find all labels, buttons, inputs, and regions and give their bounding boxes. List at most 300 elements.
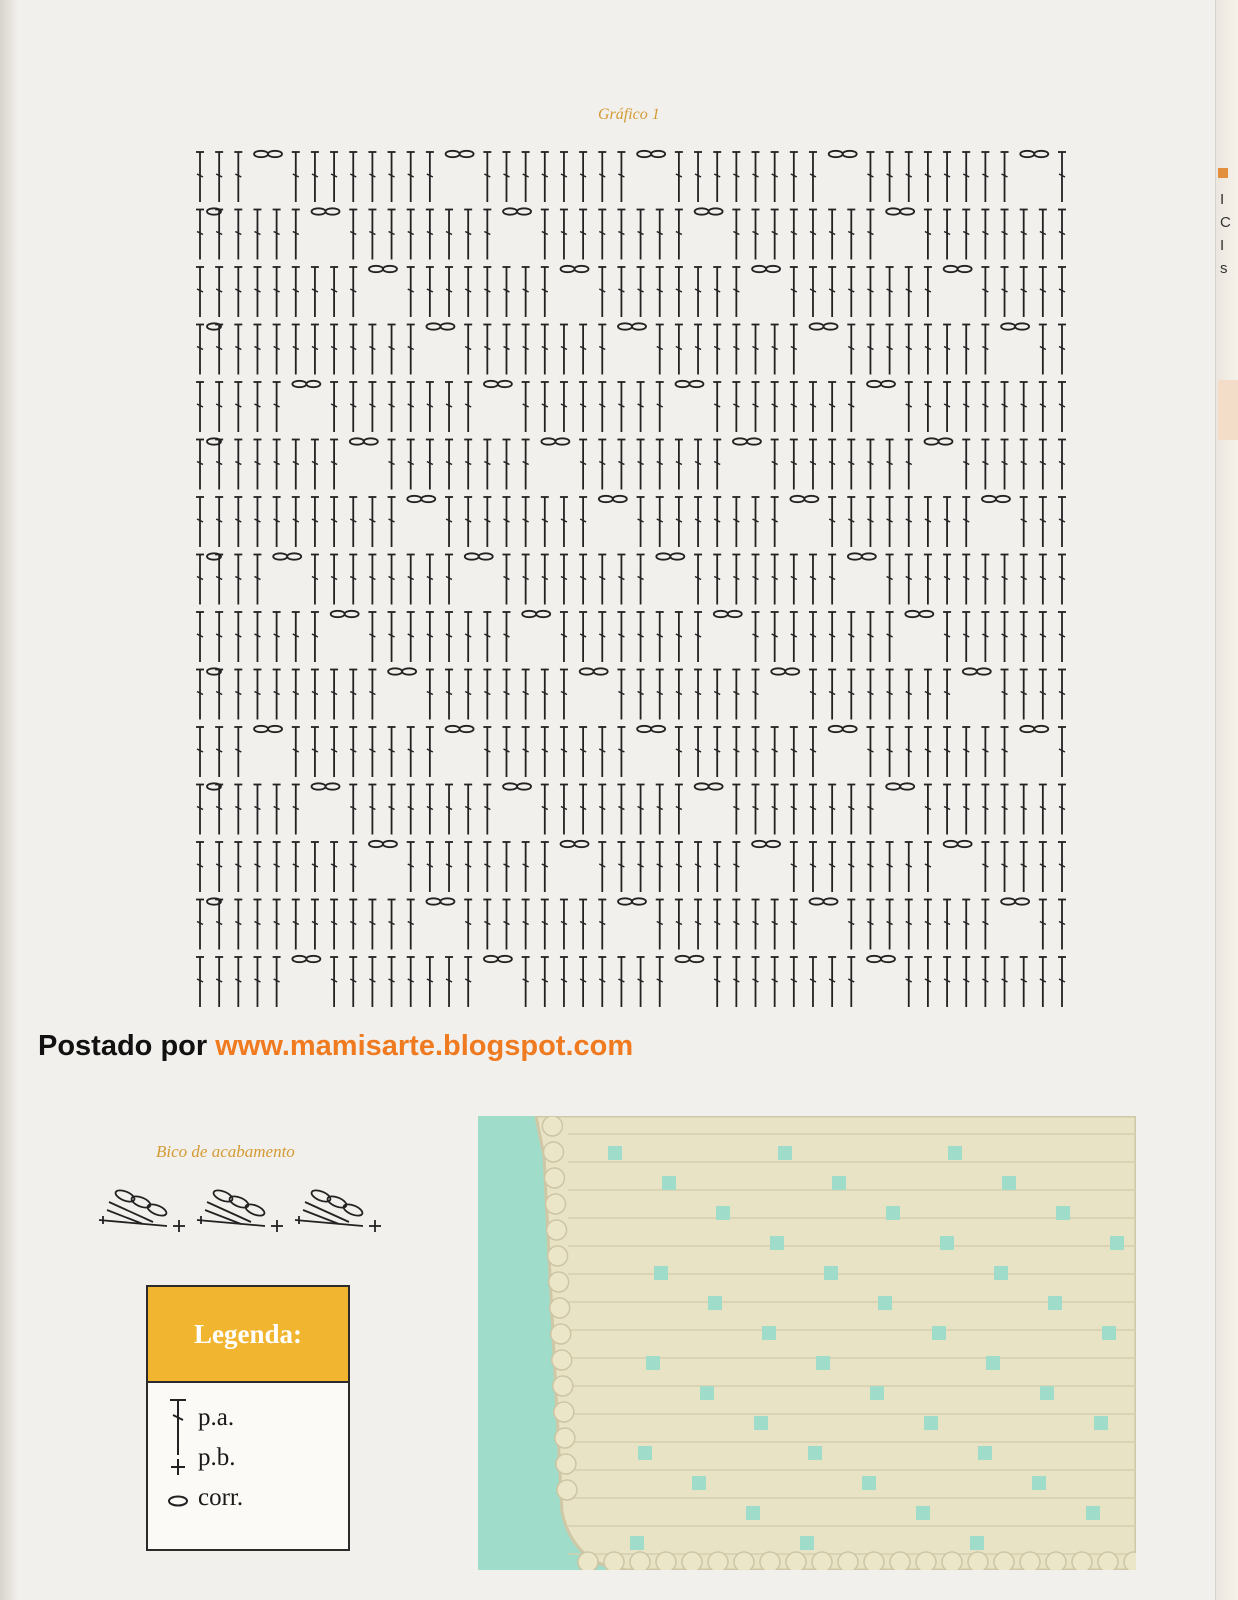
dc-stitch bbox=[426, 842, 434, 892]
dc-stitch bbox=[1020, 497, 1028, 547]
dc-stitch bbox=[234, 440, 242, 490]
dc-stitch bbox=[349, 727, 357, 777]
mesh-hole bbox=[662, 1176, 676, 1190]
dc-stitch bbox=[445, 497, 453, 547]
dc-stitch bbox=[732, 210, 740, 260]
sc-stitch-icon bbox=[166, 1435, 190, 1475]
dc-stitch bbox=[962, 440, 970, 490]
edging-repeat bbox=[99, 1188, 185, 1232]
dc-stitch bbox=[196, 152, 204, 202]
dc-stitch bbox=[311, 670, 319, 720]
dc-stitch bbox=[407, 612, 415, 662]
dc-stitch bbox=[617, 267, 625, 317]
chain-space bbox=[618, 323, 646, 329]
dc-stitch bbox=[905, 497, 913, 547]
dc-stitch bbox=[368, 670, 376, 720]
dc-stitch bbox=[713, 670, 721, 720]
dc-stitch bbox=[483, 727, 491, 777]
dc-stitch bbox=[809, 210, 817, 260]
dc-stitch bbox=[675, 152, 683, 202]
dc-stitch bbox=[579, 152, 587, 202]
dc-stitch bbox=[675, 785, 683, 835]
dc-stitch bbox=[426, 555, 434, 605]
dc-stitch bbox=[483, 325, 491, 375]
dc-stitch bbox=[790, 842, 798, 892]
dc-stitch bbox=[502, 842, 510, 892]
dc-stitch bbox=[981, 727, 989, 777]
dc-stitch bbox=[981, 210, 989, 260]
dc-stitch bbox=[752, 555, 760, 605]
chain-space bbox=[292, 381, 320, 387]
dc-stitch bbox=[560, 555, 568, 605]
chart-row bbox=[196, 668, 1066, 719]
dc-stitch bbox=[483, 152, 491, 202]
dc-stitch bbox=[713, 152, 721, 202]
dc-stitch bbox=[962, 900, 970, 950]
dc-stitch bbox=[311, 267, 319, 317]
dc-stitch bbox=[1020, 440, 1028, 490]
edging-repeat bbox=[295, 1188, 381, 1232]
legend-header: Legenda: bbox=[148, 1287, 348, 1383]
chain-space bbox=[790, 496, 818, 502]
dc-stitch bbox=[866, 842, 874, 892]
dc-stitch bbox=[962, 152, 970, 202]
dc-stitch bbox=[502, 670, 510, 720]
dc-stitch bbox=[656, 842, 664, 892]
dc-stitch bbox=[368, 900, 376, 950]
legend-item-chain bbox=[198, 1483, 243, 1513]
dc-stitch bbox=[273, 670, 281, 720]
dc-stitch bbox=[886, 440, 894, 490]
dc-stitch bbox=[617, 555, 625, 605]
dc-stitch bbox=[273, 210, 281, 260]
dc-stitch bbox=[560, 727, 568, 777]
dc-stitch bbox=[598, 440, 606, 490]
dc-stitch bbox=[924, 957, 932, 1007]
dc-stitch bbox=[790, 267, 798, 317]
dc-stitch bbox=[924, 900, 932, 950]
dc-stitch bbox=[196, 785, 204, 835]
dc-stitch bbox=[886, 612, 894, 662]
mesh-hole bbox=[808, 1446, 822, 1460]
mesh-hole bbox=[770, 1236, 784, 1250]
dc-stitch bbox=[579, 210, 587, 260]
dc-stitch bbox=[656, 957, 664, 1007]
chain-space bbox=[369, 266, 397, 272]
dc-stitch bbox=[847, 497, 855, 547]
dc-stitch bbox=[1020, 785, 1028, 835]
dc-stitch bbox=[483, 440, 491, 490]
chain-space bbox=[675, 956, 703, 962]
dc-stitch bbox=[675, 325, 683, 375]
dc-stitch bbox=[1001, 670, 1009, 720]
chain-space bbox=[312, 783, 340, 789]
dc-stitch bbox=[732, 267, 740, 317]
dc-stitch bbox=[924, 785, 932, 835]
dc-stitch bbox=[1058, 785, 1066, 835]
dc-stitch bbox=[924, 210, 932, 260]
mesh-hole bbox=[832, 1176, 846, 1190]
dc-stitch bbox=[292, 670, 300, 720]
chain-space bbox=[426, 323, 454, 329]
mesh-hole bbox=[1002, 1176, 1016, 1190]
dc-stitch bbox=[886, 842, 894, 892]
dc-stitch bbox=[847, 440, 855, 490]
dc-stitch bbox=[215, 325, 223, 375]
dc-stitch bbox=[713, 440, 721, 490]
dc-stitch bbox=[771, 382, 779, 432]
dc-stitch bbox=[368, 612, 376, 662]
dc-stitch bbox=[426, 210, 434, 260]
dc-stitch bbox=[215, 382, 223, 432]
dc-stitch bbox=[981, 152, 989, 202]
dc-stitch bbox=[1020, 957, 1028, 1007]
dc-stitch bbox=[196, 440, 204, 490]
dc-stitch bbox=[656, 267, 664, 317]
dc-stitch bbox=[847, 210, 855, 260]
dc-stitch bbox=[541, 957, 549, 1007]
dc-stitch bbox=[866, 152, 874, 202]
dc-stitch bbox=[311, 842, 319, 892]
dc-stitch bbox=[771, 900, 779, 950]
dc-stitch bbox=[675, 670, 683, 720]
dc-stitch bbox=[273, 785, 281, 835]
dc-stitch bbox=[637, 842, 645, 892]
chain-space bbox=[1001, 898, 1029, 904]
chart-row bbox=[196, 783, 1066, 834]
chain-space bbox=[484, 956, 512, 962]
chain-space bbox=[446, 151, 474, 157]
dc-stitch bbox=[234, 612, 242, 662]
dc-stitch bbox=[713, 957, 721, 1007]
mesh-hole bbox=[746, 1506, 760, 1520]
dc-stitch bbox=[828, 957, 836, 1007]
dc-stitch bbox=[790, 555, 798, 605]
dc-stitch bbox=[981, 440, 989, 490]
dc-stitch bbox=[962, 325, 970, 375]
chain-space bbox=[273, 553, 301, 559]
chart-row bbox=[196, 438, 1066, 489]
dc-stitch bbox=[196, 555, 204, 605]
dc-stitch bbox=[349, 785, 357, 835]
dc-stitch bbox=[407, 727, 415, 777]
mesh-hole bbox=[762, 1326, 776, 1340]
chain-space bbox=[752, 841, 780, 847]
dc-stitch bbox=[273, 325, 281, 375]
mesh-hole bbox=[870, 1386, 884, 1400]
dc-stitch bbox=[866, 440, 874, 490]
chain-space bbox=[599, 496, 627, 502]
dc-stitch bbox=[828, 842, 836, 892]
dc-stitch bbox=[732, 382, 740, 432]
dc-stitch bbox=[368, 382, 376, 432]
chart-row bbox=[196, 898, 1066, 949]
dc-stitch bbox=[234, 555, 242, 605]
dc-stitch bbox=[732, 325, 740, 375]
dc-stitch bbox=[694, 842, 702, 892]
dc-stitch bbox=[866, 670, 874, 720]
dc-stitch bbox=[522, 842, 530, 892]
dc-stitch bbox=[407, 325, 415, 375]
dc-stitch bbox=[196, 670, 204, 720]
mesh-hole bbox=[1048, 1296, 1062, 1310]
dc-stitch bbox=[464, 612, 472, 662]
dc-stitch bbox=[464, 497, 472, 547]
chart-row bbox=[196, 553, 1066, 604]
dc-stitch bbox=[349, 842, 357, 892]
dc-stitch bbox=[866, 497, 874, 547]
dc-stitch bbox=[541, 152, 549, 202]
chain-space bbox=[656, 553, 684, 559]
mesh-hole bbox=[816, 1356, 830, 1370]
dc-stitch bbox=[502, 325, 510, 375]
dc-stitch bbox=[196, 842, 204, 892]
dc-stitch bbox=[292, 210, 300, 260]
dc-stitch bbox=[771, 152, 779, 202]
dc-stitch bbox=[579, 727, 587, 777]
dc-stitch bbox=[1001, 210, 1009, 260]
dc-stitch bbox=[694, 670, 702, 720]
dc-stitch bbox=[234, 267, 242, 317]
legend-box bbox=[146, 1285, 350, 1551]
chain-space bbox=[503, 208, 531, 214]
dc-stitch bbox=[502, 555, 510, 605]
dc-stitch bbox=[253, 210, 261, 260]
dc-stitch bbox=[349, 152, 357, 202]
chain-space bbox=[446, 726, 474, 732]
mesh-hole bbox=[700, 1386, 714, 1400]
dc-stitch bbox=[1058, 497, 1066, 547]
dc-stitch bbox=[962, 555, 970, 605]
dc-stitch bbox=[828, 497, 836, 547]
dc-stitch bbox=[445, 670, 453, 720]
dc-stitch bbox=[1001, 785, 1009, 835]
dc-stitch bbox=[407, 842, 415, 892]
dc-stitch bbox=[981, 900, 989, 950]
mesh-hole bbox=[1102, 1326, 1116, 1340]
dc-stitch bbox=[522, 382, 530, 432]
dc-stitch bbox=[752, 152, 760, 202]
dc-stitch bbox=[368, 325, 376, 375]
chain-space bbox=[369, 841, 397, 847]
dc-stitch bbox=[809, 957, 817, 1007]
dc-stitch bbox=[368, 497, 376, 547]
dc-stitch bbox=[215, 497, 223, 547]
dc-stitch bbox=[407, 785, 415, 835]
dc-stitch bbox=[924, 497, 932, 547]
dc-stitch bbox=[560, 612, 568, 662]
chain-space bbox=[407, 496, 435, 502]
mesh-hole bbox=[970, 1536, 984, 1550]
dc-stitch bbox=[196, 900, 204, 950]
dc-stitch bbox=[713, 900, 721, 950]
mesh-hole bbox=[654, 1266, 668, 1280]
dc-stitch bbox=[445, 382, 453, 432]
dc-stitch bbox=[981, 325, 989, 375]
chain-space bbox=[829, 151, 857, 157]
dc-stitch bbox=[483, 842, 491, 892]
dc-stitch bbox=[215, 842, 223, 892]
dc-stitch bbox=[752, 670, 760, 720]
dc-stitch bbox=[330, 152, 338, 202]
mesh-hole bbox=[978, 1446, 992, 1460]
dc-stitch bbox=[637, 210, 645, 260]
dc-stitch bbox=[637, 670, 645, 720]
dc-stitch bbox=[790, 440, 798, 490]
dc-stitch bbox=[349, 957, 357, 1007]
dc-stitch bbox=[943, 785, 951, 835]
dc-stitch bbox=[445, 612, 453, 662]
dc-stitch bbox=[502, 497, 510, 547]
chain-space bbox=[1020, 151, 1048, 157]
dc-stitch bbox=[1039, 325, 1047, 375]
dc-stitch bbox=[943, 210, 951, 260]
dc-stitch bbox=[790, 785, 798, 835]
dc-stitch bbox=[752, 382, 760, 432]
dc-stitch bbox=[1039, 785, 1047, 835]
dc-stitch bbox=[656, 325, 664, 375]
dc-stitch bbox=[713, 497, 721, 547]
dc-stitch bbox=[464, 900, 472, 950]
dc-stitch bbox=[273, 842, 281, 892]
chain-space bbox=[637, 726, 665, 732]
dc-stitch bbox=[732, 957, 740, 1007]
chart-row bbox=[196, 496, 1066, 547]
dc-stitch bbox=[234, 152, 242, 202]
dc-stitch bbox=[215, 900, 223, 950]
mesh-hole bbox=[940, 1236, 954, 1250]
dc-stitch bbox=[1058, 670, 1066, 720]
dc-stitch bbox=[886, 727, 894, 777]
dc-stitch bbox=[962, 727, 970, 777]
edging-diagram bbox=[95, 1180, 395, 1240]
dc-stitch bbox=[368, 727, 376, 777]
dc-stitch bbox=[579, 785, 587, 835]
dc-stitch bbox=[1020, 555, 1028, 605]
mesh-hole bbox=[800, 1536, 814, 1550]
dc-stitch bbox=[234, 497, 242, 547]
dc-stitch bbox=[637, 612, 645, 662]
dc-stitch bbox=[445, 957, 453, 1007]
dc-stitch bbox=[234, 670, 242, 720]
dc-stitch bbox=[962, 785, 970, 835]
dc-stitch bbox=[1001, 727, 1009, 777]
dc-stitch bbox=[253, 382, 261, 432]
dc-stitch bbox=[579, 612, 587, 662]
dc-stitch bbox=[292, 267, 300, 317]
dc-stitch bbox=[368, 210, 376, 260]
dc-stitch bbox=[292, 325, 300, 375]
dc-stitch bbox=[809, 670, 817, 720]
dc-stitch bbox=[866, 612, 874, 662]
dc-stitch bbox=[886, 555, 894, 605]
dc-stitch bbox=[617, 842, 625, 892]
dc-stitch bbox=[617, 152, 625, 202]
chain-space bbox=[695, 208, 723, 214]
dc-stitch bbox=[426, 440, 434, 490]
chain-space bbox=[637, 151, 665, 157]
dc-stitch bbox=[368, 555, 376, 605]
watermark-prefix: Postado por bbox=[38, 1030, 216, 1062]
dc-stitch bbox=[349, 325, 357, 375]
dc-stitch bbox=[617, 785, 625, 835]
dc-stitch bbox=[522, 555, 530, 605]
dc-stitch bbox=[388, 382, 396, 432]
dc-stitch bbox=[502, 727, 510, 777]
dc-stitch bbox=[962, 497, 970, 547]
dc-stitch bbox=[694, 440, 702, 490]
dc-stitch bbox=[311, 555, 319, 605]
dc-stitch bbox=[809, 382, 817, 432]
dc-stitch bbox=[943, 670, 951, 720]
chart-row bbox=[196, 208, 1066, 259]
dc-stitch bbox=[598, 727, 606, 777]
dc-stitch bbox=[215, 957, 223, 1007]
dc-stitch bbox=[1020, 382, 1028, 432]
dc-stitch bbox=[407, 957, 415, 1007]
dc-stitch bbox=[253, 325, 261, 375]
dc-stitch bbox=[1001, 555, 1009, 605]
dc-stitch bbox=[828, 785, 836, 835]
dc-stitch bbox=[1039, 900, 1047, 950]
dc-stitch bbox=[273, 382, 281, 432]
dc-stitch bbox=[1039, 957, 1047, 1007]
dc-stitch bbox=[771, 957, 779, 1007]
dc-stitch bbox=[579, 900, 587, 950]
dc-stitch bbox=[522, 325, 530, 375]
dc-stitch bbox=[579, 555, 587, 605]
dc-stitch bbox=[790, 957, 798, 1007]
dc-stitch bbox=[866, 267, 874, 317]
dc-stitch bbox=[694, 900, 702, 950]
dc-stitch bbox=[253, 670, 261, 720]
dc-stitch bbox=[694, 152, 702, 202]
mesh-hole bbox=[948, 1146, 962, 1160]
dc-stitch bbox=[598, 210, 606, 260]
chain-space bbox=[944, 266, 972, 272]
dc-stitch bbox=[464, 210, 472, 260]
dc-stitch bbox=[847, 785, 855, 835]
legend-item-dc bbox=[198, 1403, 234, 1433]
dc-stitch bbox=[483, 785, 491, 835]
dc-stitch bbox=[522, 670, 530, 720]
dc-stitch bbox=[732, 497, 740, 547]
chain-space bbox=[618, 898, 646, 904]
chain-space bbox=[541, 438, 569, 444]
chain-space bbox=[350, 438, 378, 444]
dc-stitch bbox=[560, 325, 568, 375]
dc-stitch bbox=[464, 842, 472, 892]
dc-stitch bbox=[311, 497, 319, 547]
dc-stitch bbox=[828, 382, 836, 432]
dc-stitch bbox=[273, 957, 281, 1007]
dc-stitch bbox=[809, 727, 817, 777]
dc-stitch bbox=[1039, 497, 1047, 547]
dc-stitch bbox=[713, 842, 721, 892]
dc-stitch bbox=[407, 900, 415, 950]
dc-stitch bbox=[637, 440, 645, 490]
dc-stitch bbox=[330, 382, 338, 432]
dc-stitch bbox=[253, 900, 261, 950]
dc-stitch bbox=[253, 785, 261, 835]
dc-stitch bbox=[847, 957, 855, 1007]
dc-stitch bbox=[330, 670, 338, 720]
dc-stitch bbox=[368, 152, 376, 202]
dc-stitch bbox=[809, 152, 817, 202]
dc-stitch bbox=[522, 152, 530, 202]
watermark-url[interactable]: www.mamisarte.blogspot.com bbox=[215, 1030, 634, 1062]
dc-stitch bbox=[445, 555, 453, 605]
